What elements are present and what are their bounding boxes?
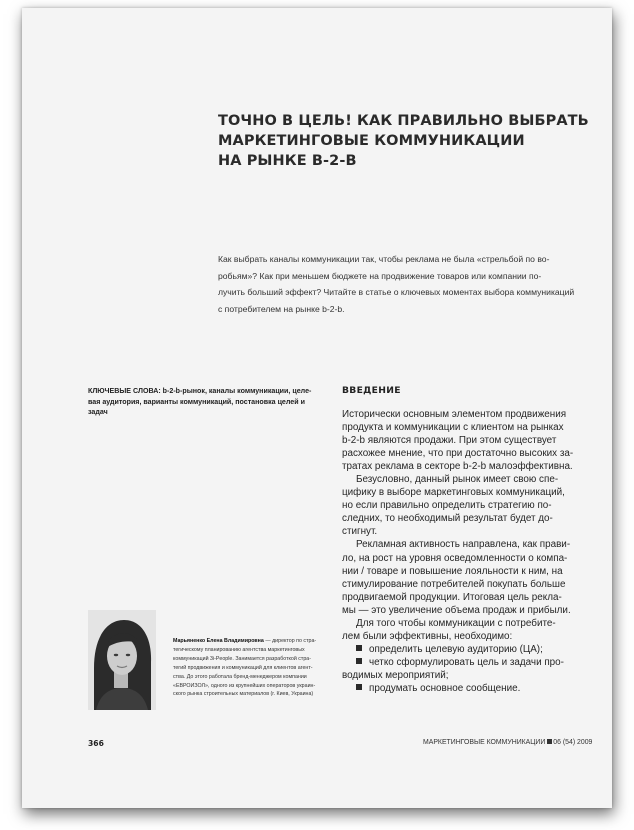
lead-line: Как выбрать каналы коммуникации так, чтобы реклама не была «стрельбой по во- [218,254,550,264]
body-line: Для того чтобы коммуникации с потребите- [356,617,556,629]
body-line: продвигаемой продукции. Итоговая цель рекла- [342,591,562,603]
journal-page [22,8,612,808]
lead-line: робьям»? Как при меньшем бюджете на продвижение товаров или компании по- [218,270,542,281]
article-lead [218,251,598,317]
journal-footer [423,739,592,746]
article-title [218,111,598,171]
keywords-line: КЛЮЧЕВЫЕ СЛОВА: b-2-b-рынок, каналы коммуникации, целе- [88,387,312,395]
journal-name: МАРКЕТИНГОВЫЕ КОММУНИКАЦИИ [423,739,546,746]
lead-line: с потребителем на рынке b-2-b. [218,303,345,314]
section-heading: ВВЕДЕНИЕ [342,385,401,396]
bullet-item [342,682,602,695]
bullet-text: определить целевую аудиторию (ЦА); [369,643,543,655]
author-name: Марьяненко Елена Владимировна [173,638,264,644]
bullet-text: продумать основное сообщение. [369,682,521,694]
footer-square-icon [547,739,552,744]
author-bio-line: — директор по стра- [263,638,317,644]
author-bio-line: тегий продвижения и коммуникаций для клиентов агент- [173,664,313,671]
body-line: но если правильно определить стратегию по- [342,500,552,512]
bullet-item [342,656,602,669]
keywords-line: вая аудитория, варианты коммуникаций, постановка целей и [88,397,305,406]
author-bio [173,637,358,699]
body-line: Безусловно, данный рынок имеет свою спе- [356,474,559,486]
bullet-continuation: водимых мероприятий; [342,669,449,681]
body-line: продукта и коммуникации с клиентом на рынках [342,422,564,434]
keywords-line: задач [88,408,108,417]
body-column [342,408,602,695]
body-line: лем были эффективны, необходимо: [342,630,513,642]
body-line: стимулирование потребителей покупать больше [342,578,566,590]
body-line: Исторически основным элементом продвижения [342,409,567,420]
keywords-block [88,386,333,418]
lead-line: лучить больший эффект? Читайте в статье о ключевых моментах выбора коммуникаций [218,287,575,298]
author-bio-line: ского рынка строительных материалов (г. Киев, Украина) [173,691,314,698]
author-bio-line: ства. До этого работала бренд-менеджером компании [173,673,307,680]
body-line: ло, на рост на уровня осведомленности о компа- [342,552,568,564]
author-bio-line: «ЕВРОИЗОЛ», одного из крупнейших операторов украин- [173,682,316,689]
title-line: ТОЧНО В ЦЕЛЬ! КАК ПРАВИЛЬНО ВЫБРАТЬ [218,113,589,129]
body-line: следних, то необходимый результат будет до- [342,513,553,525]
bullet-item [342,643,602,656]
author-bio-line: коммуникаций 3i-People. Занимается разработкой стра- [173,655,311,662]
body-line: стигнут. [342,526,378,538]
body-line: расхожее мнение, что при достаточно высоких за- [342,448,574,460]
body-line: Рекламная активность направлена, как прави- [356,539,571,551]
body-line: мы — это увеличение объема продаж и прибыли. [342,604,571,616]
body-line: тратах реклама в секторе b-2-b малоэффективна. [342,461,573,473]
author-bio-line: тегическому планированию агентства маркетинговых [173,646,305,653]
bullet-text: четко сформулировать цель и задачи про- [369,656,564,668]
title-line: НА РЫНКЕ В-2-В [218,153,357,169]
body-line: цифику в выборе маркетинговых коммуникаций, [342,487,565,499]
body-line: b-2-b являются продажи. При этом существует [342,435,557,447]
journal-issue: 06 (54) 2009 [553,739,593,746]
title-line: МАРКЕТИНГОВЫЕ КОММУНИКАЦИИ [218,133,525,149]
author-portrait-icon [88,610,156,710]
page-number: 366 [88,739,104,748]
body-line: нии / товаре и повышение лояльности к ним, на [342,565,563,577]
author-photo [88,610,156,710]
